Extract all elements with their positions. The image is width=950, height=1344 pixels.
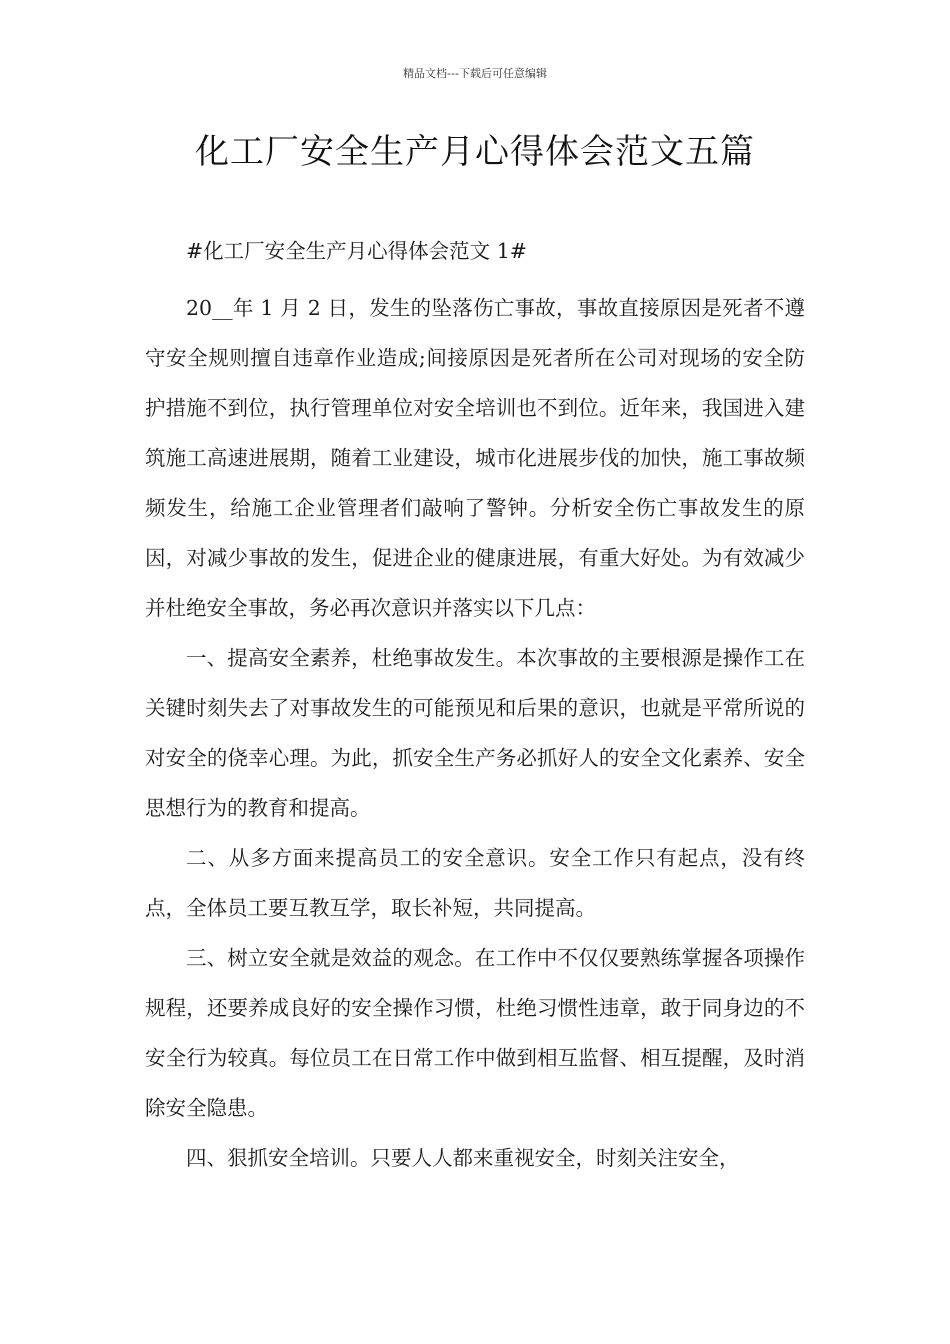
paragraph-2: 一、提高安全素养，杜绝事故发生。本次事故的主要根源是操作工在关键时刻失去了对事故发生的可能预见和后果的意识，也就是平常所说的对安全的侥幸心理。为此，抓安全生产务必抓好人的安全文化素养、安全思想行为的教育和提高。 [145, 646, 805, 820]
paragraph-5: 四、狠抓安全培训。只要人人都来重视安全，时刻关注安全， [186, 1146, 740, 1170]
section-heading: #化工厂安全生产月心得体会范文 1# [186, 239, 527, 263]
paragraph-4: 三、树立安全就是效益的观念。在工作中不仅仅要熟练掌握各项操作规程，还要养成良好的安全操作习惯，杜绝习惯性违章，敢于同身边的不安全行为较真。每位员工在日常工作中做到相互监督、相互提醒，及时消除安全隐患。 [145, 946, 805, 1120]
paragraph-3: 二、从多方面来提高员工的安全意识。安全工作只有起点，没有终点，全体员工要互教互学，取长补短，共同提高。 [145, 846, 805, 920]
paragraph-1: 20__年 1 月 2 日，发生的坠落伤亡事故，事故直接原因是死者不遵守安全规则擅自违章作业造成;间接原因是死者所在公司对现场的安全防护措施不到位，执行管理单位对安全培训也不到位。近年来，我国进入建筑施工高速进展期，随着工业建设，城市化进展步伐的加快，施工事故频频发生，给施工企业管理者们敲响了警钟。分析安全伤亡事故发生的原因，对减少事故的发生，促进企业的健康进展，有重大好处。为有效减少并杜绝安全事故，务必再次意识并落实以下几点： [145, 296, 805, 620]
document-title: 化工厂安全生产月心得体会范文五篇 [195, 132, 755, 172]
document-body [145, 226, 805, 1183]
header-note: 精品文档---下载后可任意编辑 [403, 67, 547, 80]
